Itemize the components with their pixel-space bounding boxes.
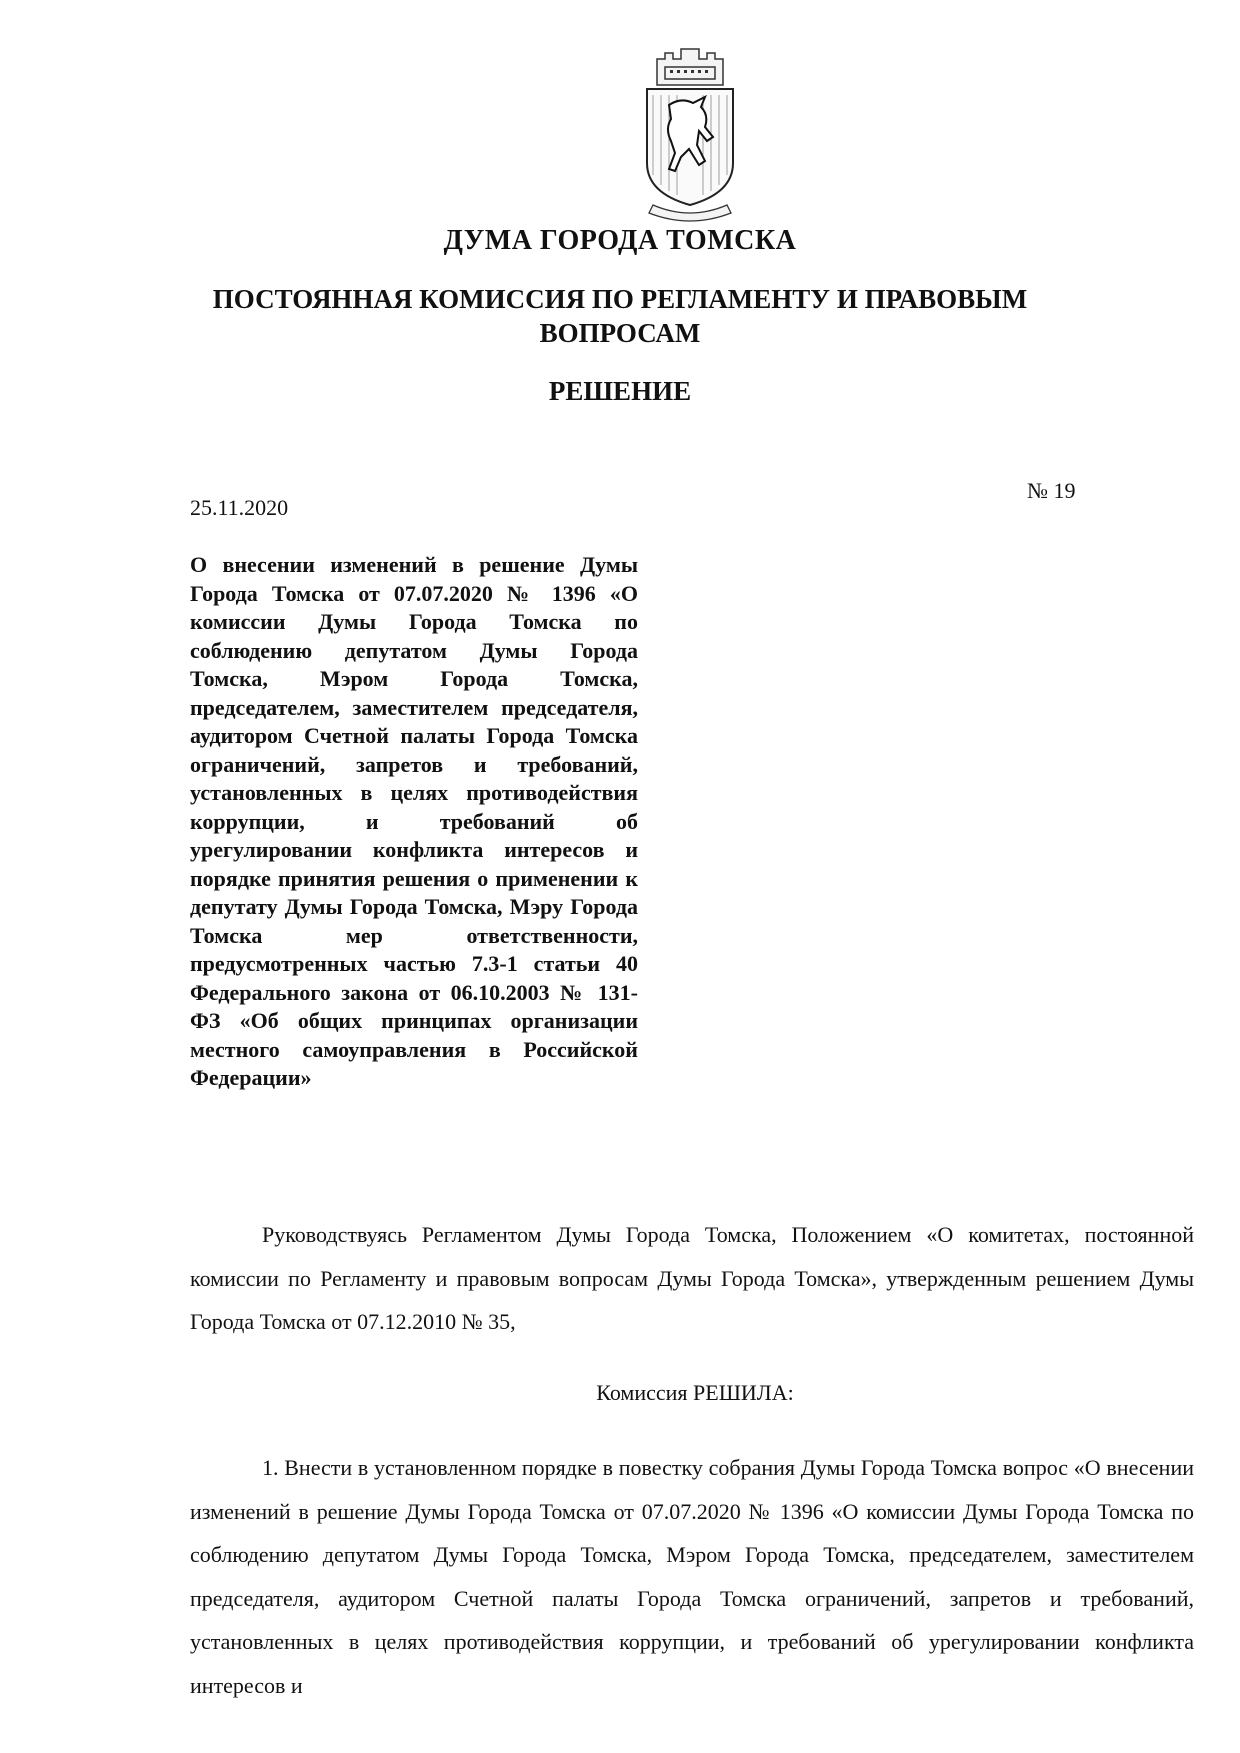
preamble-paragraph: Руководствуясь Регламентом Думы Города Томска, Положением «О комитетах, постоянной комиссии по Регламенту и правовым вопросам Думы Города Томска», утвержденным решением Думы Города Томска от 07.12.2010 № 35, — [190, 1222, 1194, 1334]
document-type: РЕШЕНИЕ — [548, 376, 692, 406]
org-title: ДУМА ГОРОДА ТОМСКА — [443, 225, 797, 256]
decision-number: № 19 — [1027, 478, 1076, 503]
decision-subject: О внесении изменений в решение Думы Города Томска от 07.07.2020 № 1396 «О комиссии Думы Города Томска по соблюдению депутатом Думы Города Томска, Мэром Города Томска, председателем, заместителем председателя, аудитором Счетной палаты Города Томска ограничений, запретов и требований, установленных в целях противодействия коррупции, и требований об урегулировании конфликта интересов и порядке принятия решения о применении к депутату Думы Города Томска, Мэру Города Томска мер ответственности, предусмотренных частью 7.3-1 статьи 40 Федерального закона от 06.10.2003 № 131-ФЗ «Об общих принципах организации местного самоуправления в Российской Федерации» — [190, 552, 638, 1090]
commission-title-text: ПОСТОЯННАЯ КОМИССИЯ ПО РЕГЛАМЕНТУ И ПРАВОВЫМ ВОПРОСАМ — [212, 284, 1028, 348]
decision-date: 25.11.2020 — [190, 495, 289, 520]
resolved-heading: Комиссия РЕШИЛА: — [596, 1380, 794, 1405]
tomsk-coat-of-arms-icon — [635, 45, 745, 227]
item-1-paragraph: 1. Внести в установленном порядке в повестку собрания Думы Города Томска вопрос «О внесении изменений в решение Думы Города Томска от 07.07.2020 № 1396 «О комиссии Думы Города Томска по соблюдению депутатом Думы Города Томска, Мэром Города Томска, председателем, заместителем председателя, аудитором Счетной палаты Города Томска ограничений, запретов и требований, установленных в целях противодействия коррупции, и требований об урегулировании конфликта интересов и — [190, 1455, 1194, 1698]
commission-title — [0, 282, 1240, 350]
